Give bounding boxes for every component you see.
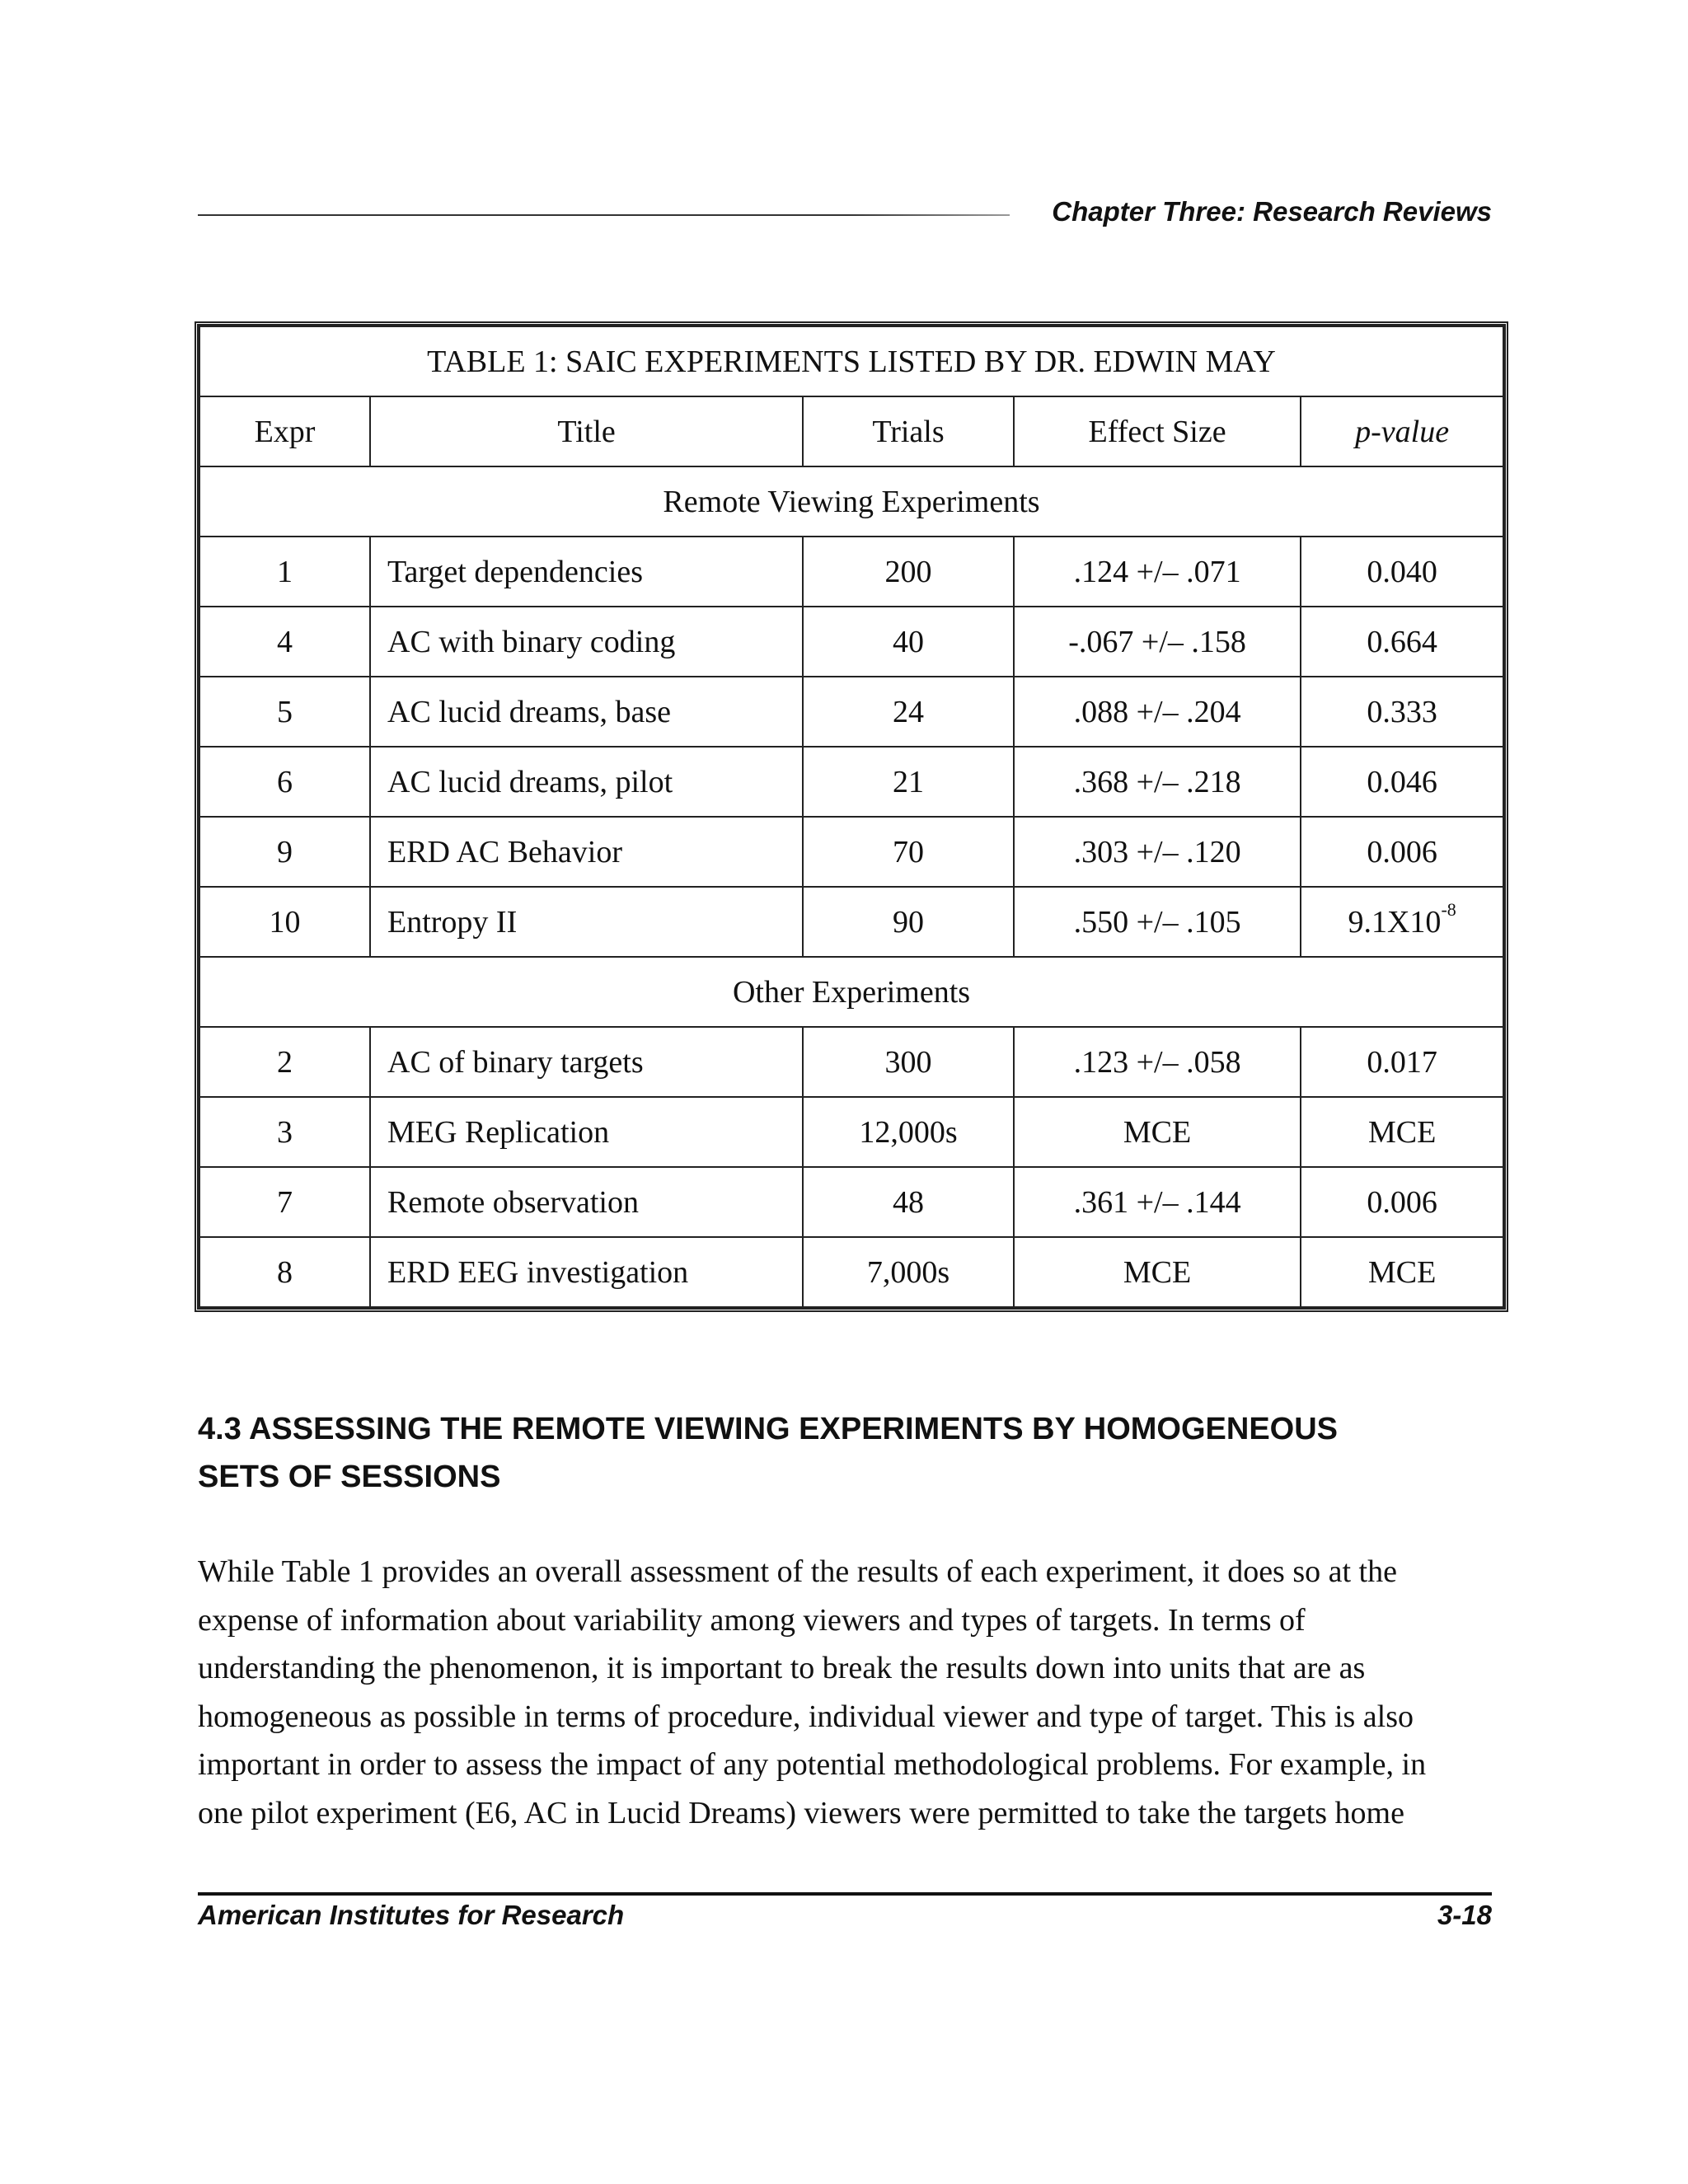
cell-effect-size: MCE	[1014, 1097, 1301, 1167]
table-row	[199, 607, 1503, 677]
p-value-mantissa: 9.1X10	[1348, 904, 1442, 940]
table-header-row	[199, 396, 1503, 466]
section-heading	[198, 1405, 1508, 1501]
cell-trials: 90	[803, 887, 1014, 957]
cell-expr: 6	[199, 747, 370, 817]
group-row-remote-viewing	[199, 466, 1503, 537]
table-row	[199, 1167, 1503, 1237]
cell-effect-size: -.067 +/– .158	[1014, 607, 1301, 677]
table-row	[199, 1027, 1503, 1097]
cell-p-value: 0.664	[1301, 607, 1503, 677]
cell-p-value: MCE	[1301, 1097, 1503, 1167]
cell-effect-size: .550 +/– .105	[1014, 887, 1301, 957]
cell-expr: 9	[199, 817, 370, 887]
cell-expr: 4	[199, 607, 370, 677]
p-value-exponent: -8	[1441, 898, 1456, 920]
cell-p-value: 0.006	[1301, 817, 1503, 887]
cell-p-value: 0.040	[1301, 537, 1503, 607]
cell-title: ERD AC Behavior	[370, 817, 803, 887]
experiments-table	[195, 321, 1508, 1312]
cell-p-value: 0.006	[1301, 1167, 1503, 1237]
table-row	[199, 537, 1503, 607]
cell-effect-size: .124 +/– .071	[1014, 537, 1301, 607]
cell-effect-size: .123 +/– .058	[1014, 1027, 1301, 1097]
cell-effect-size: .361 +/– .144	[1014, 1167, 1301, 1237]
cell-trials: 12,000s	[803, 1097, 1014, 1167]
table-row	[199, 887, 1503, 957]
cell-trials: 24	[803, 677, 1014, 747]
column-header-title: Title	[370, 396, 803, 466]
cell-p-value: MCE	[1301, 1237, 1503, 1307]
cell-trials: 48	[803, 1167, 1014, 1237]
cell-effect-size: .368 +/– .218	[1014, 747, 1301, 817]
cell-title: Remote observation	[370, 1167, 803, 1237]
section-heading-line-1: 4.3 ASSESSING THE REMOTE VIEWING EXPERIMENTS BY HOMOGENEOUS	[198, 1412, 1339, 1446]
cell-expr: 8	[199, 1237, 370, 1307]
cell-trials: 21	[803, 747, 1014, 817]
footer-organization: American Institutes for Research	[198, 1900, 625, 1930]
cell-expr: 2	[199, 1027, 370, 1097]
group-label: Other Experiments	[199, 957, 1503, 1027]
group-label: Remote Viewing Experiments	[199, 466, 1503, 537]
cell-expr: 3	[199, 1097, 370, 1167]
cell-expr: 1	[199, 537, 370, 607]
cell-effect-size: .303 +/– .120	[1014, 817, 1301, 887]
table-row	[199, 1097, 1503, 1167]
body-line: one pilot experiment (E6, AC in Lucid Dreams) viewers were permitted to take the targets home	[198, 1795, 1404, 1830]
column-header-effect-size: Effect Size	[1014, 396, 1301, 466]
cell-expr: 10	[199, 887, 370, 957]
body-line: homogeneous as possible in terms of procedure, individual viewer and type of target. This is also	[198, 1699, 1414, 1734]
cell-trials: 40	[803, 607, 1014, 677]
footer-page-number: 3-18	[1437, 1900, 1492, 1930]
table-caption-row	[199, 326, 1503, 396]
cell-effect-size: .088 +/– .204	[1014, 677, 1301, 747]
column-header-expr: Expr	[199, 396, 370, 466]
cell-p-value	[1301, 887, 1503, 957]
body-paragraph	[198, 1548, 1508, 1837]
column-header-trials: Trials	[803, 396, 1014, 466]
column-header-p-value: p-value	[1301, 396, 1503, 466]
cell-title: Target dependencies	[370, 537, 803, 607]
body-line: understanding the phenomenon, it is important to break the results down into units that are as	[198, 1651, 1366, 1685]
cell-expr: 5	[199, 677, 370, 747]
table-row	[199, 747, 1503, 817]
cell-title: MEG Replication	[370, 1097, 803, 1167]
cell-p-value: 0.333	[1301, 677, 1503, 747]
body-line: While Table 1 provides an overall assessment of the results of each experiment, it does so at the	[198, 1554, 1397, 1589]
cell-effect-size: MCE	[1014, 1237, 1301, 1307]
table-row	[199, 817, 1503, 887]
body-line: expense of information about variability among viewers and types of targets. In terms of	[198, 1602, 1306, 1638]
cell-expr: 7	[199, 1167, 370, 1237]
table-row	[199, 677, 1503, 747]
cell-title: ERD EEG investigation	[370, 1237, 803, 1307]
chapter-title: Chapter Three: Research Reviews	[1052, 196, 1492, 227]
table-caption: TABLE 1: SAIC EXPERIMENTS LISTED BY DR. EDWIN MAY	[199, 326, 1503, 396]
section-heading-line-2: SETS OF SESSIONS	[198, 1460, 501, 1494]
header-rule	[198, 214, 1010, 216]
cell-trials: 200	[803, 537, 1014, 607]
cell-title: Entropy II	[370, 887, 803, 957]
cell-title: AC with binary coding	[370, 607, 803, 677]
body-line: important in order to assess the impact of any potential methodological problems. For example, in	[198, 1747, 1427, 1782]
cell-trials: 70	[803, 817, 1014, 887]
cell-trials: 300	[803, 1027, 1014, 1097]
cell-p-value: 0.017	[1301, 1027, 1503, 1097]
cell-title: AC lucid dreams, pilot	[370, 747, 803, 817]
group-row-other	[199, 957, 1503, 1027]
cell-title: AC lucid dreams, base	[370, 677, 803, 747]
table-row	[199, 1237, 1503, 1307]
footer-rule	[198, 1892, 1492, 1896]
cell-trials: 7,000s	[803, 1237, 1014, 1307]
cell-p-value: 0.046	[1301, 747, 1503, 817]
cell-title: AC of binary targets	[370, 1027, 803, 1097]
